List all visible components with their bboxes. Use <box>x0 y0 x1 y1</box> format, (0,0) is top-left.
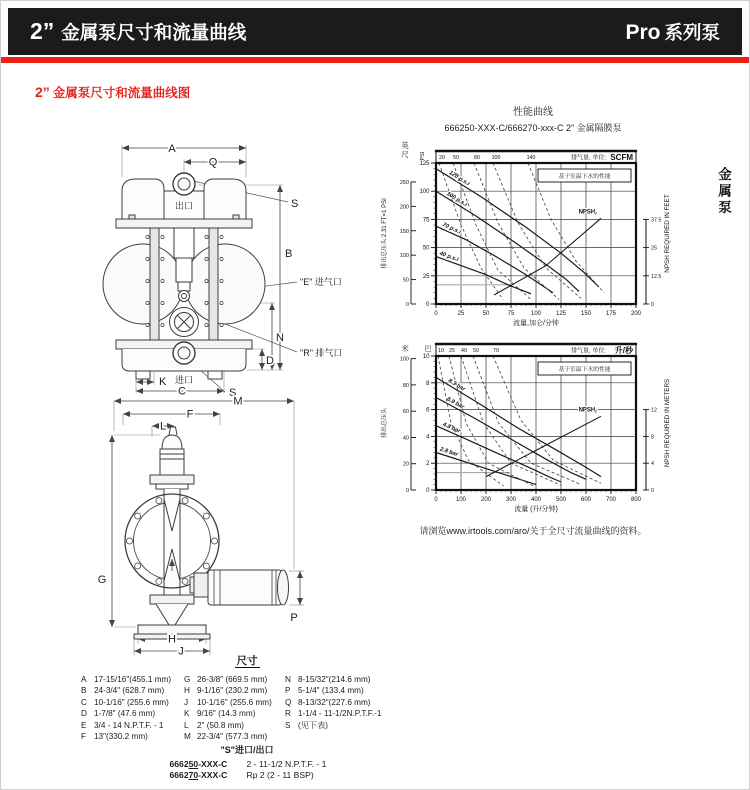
svg-text:200: 200 <box>399 204 409 211</box>
svg-text:50: 50 <box>402 277 409 284</box>
svg-text:0: 0 <box>405 302 409 308</box>
svg-text:排气量, 单位:: 排气量, 单位: <box>570 155 606 162</box>
svg-text:NPSHr: $NPSH_r$ <box>578 407 597 414</box>
svg-text:0: 0 <box>651 488 654 494</box>
dim-d-label: D <box>266 355 274 367</box>
dim-b-label: B <box>285 248 293 260</box>
svg-text:70 p.s.i: 70 p.s.i <box>441 222 462 236</box>
dimension-row <box>184 720 285 731</box>
dimension-letter: E <box>81 720 87 730</box>
dim-p-label: P <box>290 612 298 624</box>
svg-text:400: 400 <box>530 497 542 503</box>
dimension-letter: C <box>81 697 87 707</box>
dimensions-table <box>81 653 413 742</box>
svg-text:排出总压头 2.31 FT=1 PSI: 排出总压头 2.31 FT=1 PSI <box>382 198 388 269</box>
dimension-row <box>285 708 413 719</box>
svg-text:100: 100 <box>399 253 409 260</box>
svg-text:40: 40 <box>402 435 409 442</box>
dimension-row <box>184 685 285 696</box>
charts-title: 性能曲线 <box>513 107 553 118</box>
svg-text:排气量, 单位:: 排气量, 单位: <box>570 348 606 355</box>
dimension-value: 26-3/8" (669.5 mm) <box>197 675 268 684</box>
svg-text:100: 100 <box>419 189 430 196</box>
svg-text:50: 50 <box>473 348 479 354</box>
svg-text:升/秒: 升/秒 <box>614 346 633 355</box>
dimension-row <box>285 674 413 685</box>
outlet-label: 出口 <box>174 201 194 211</box>
dim-n-label: N <box>276 332 284 344</box>
svg-text:PSI: PSI <box>420 151 426 161</box>
svg-text:25: 25 <box>449 348 455 354</box>
svg-text:25: 25 <box>457 311 465 317</box>
svg-text:8: 8 <box>651 434 654 441</box>
dimension-value: 9/16" (14.3 mm) <box>197 709 256 719</box>
s-port-table <box>81 743 413 781</box>
svg-text:200: 200 <box>630 311 642 317</box>
dim-q-label: Q <box>208 156 218 169</box>
s-port-row <box>81 770 413 781</box>
dimension-letter: S <box>285 720 291 730</box>
svg-text:尺: 尺 <box>401 150 409 159</box>
svg-text:75: 75 <box>507 311 515 317</box>
svg-text:流量,加仑/分钟: 流量,加仑/分钟 <box>513 320 559 327</box>
svg-text:120 p.s.i: 120 p.s.i <box>447 170 471 188</box>
page-header <box>8 8 742 55</box>
dimension-row <box>81 731 184 742</box>
s-port-rows <box>81 759 413 781</box>
svg-text:700: 700 <box>605 497 617 503</box>
svg-text:175: 175 <box>605 311 617 317</box>
dimension-letter: M <box>184 732 191 742</box>
svg-text:巴: 巴 <box>424 346 432 353</box>
red-rule <box>1 57 749 63</box>
svg-text:500: 500 <box>555 497 567 503</box>
svg-text:50: 50 <box>482 311 490 317</box>
svg-text:6.9 bar: 6.9 bar <box>445 396 465 411</box>
pump-front-view-drawing <box>86 133 386 397</box>
dim-c-label: C <box>178 385 186 397</box>
dimension-value: 10-1/16" (255.6 mm) <box>197 697 272 707</box>
dimension-value: 1-7/8" (47.6 mm) <box>94 709 156 719</box>
svg-text:70: 70 <box>493 348 499 354</box>
svg-text:300: 300 <box>505 497 517 503</box>
svg-text:100: 100 <box>491 155 501 161</box>
dimension-value: 17-15/16"(455.1 mm) <box>94 675 172 684</box>
svg-text:50: 50 <box>422 245 430 252</box>
dimension-row <box>184 697 285 708</box>
port-thread-spec: 2 - 11-1/2 N.P.T.F. - 1 <box>246 759 327 769</box>
dimension-value: 8-15/32"(214.6 mm) <box>298 675 371 684</box>
dimension-letter: A <box>81 675 87 684</box>
dimension-value: 8-13/32"(227.6 mm) <box>298 697 371 707</box>
svg-text:0: 0 <box>434 497 438 503</box>
svg-text:12: 12 <box>651 407 657 414</box>
svg-text:4.8 bar: 4.8 bar <box>441 421 462 435</box>
performance-chart-metric <box>377 332 689 518</box>
svg-text:NPSH REQUIRED IN FEET: NPSH REQUIRED IN FEET <box>664 194 671 273</box>
svg-text:40 p.s.i: 40 p.s.i <box>438 250 460 264</box>
dimension-value: 22-3/4" (577.3 mm) <box>197 732 268 742</box>
svg-text:100 p.s.i: 100 p.s.i <box>445 190 468 209</box>
svg-text:25: 25 <box>422 273 430 280</box>
svg-text:150: 150 <box>580 311 592 317</box>
svg-text:0: 0 <box>405 488 409 494</box>
svg-text:10: 10 <box>438 348 444 354</box>
dimension-letter: H <box>184 686 190 696</box>
svg-text:4: 4 <box>651 461 654 468</box>
dimension-value: 13"(330.2 mm) <box>94 732 148 742</box>
svg-text:2.8 bar: 2.8 bar <box>438 446 459 459</box>
svg-text:125: 125 <box>555 311 567 317</box>
dim-k-label: K <box>159 376 167 388</box>
svg-text:NPSHr: $NPSH_r$ <box>578 209 597 216</box>
s-port-title: "S"进口/出口 <box>220 745 274 755</box>
svg-text:0: 0 <box>434 311 438 317</box>
dimension-value: 1-1/4 - 11-1/2N.P.T.F.-1 <box>298 709 382 719</box>
svg-text:150: 150 <box>399 228 409 235</box>
svg-text:SCFM: SCFM <box>610 153 633 162</box>
dimension-lines <box>112 401 300 651</box>
svg-text:50: 50 <box>453 155 459 161</box>
dimension-row <box>184 731 285 742</box>
dimension-value: 9-1/16" (230.2 mm) <box>197 686 268 696</box>
svg-text:10: 10 <box>422 354 430 360</box>
dimension-letter: J <box>184 697 189 707</box>
svg-text:80: 80 <box>474 155 480 161</box>
svg-text:4: 4 <box>426 434 430 441</box>
charts-model-subtitle: 666250-XXX-C/666270-xxx-C 2” 金属隔膜泵 <box>444 123 622 133</box>
svg-text:80: 80 <box>402 382 409 389</box>
dimension-row <box>184 708 285 719</box>
svg-text:基于室温下水的性能: 基于室温下水的性能 <box>558 367 611 373</box>
air-inlet-label: "E" 进气口 <box>300 277 342 287</box>
svg-text:100: 100 <box>530 311 542 317</box>
dimension-row <box>81 708 184 719</box>
section-subtitle: 2” 金属泵尺寸和流量曲线图 <box>35 84 191 100</box>
model-number: 666250-XXX-C <box>169 759 228 769</box>
s-port-row <box>81 759 413 770</box>
side-tab-label: 金属泵 <box>716 167 731 217</box>
dimension-row <box>285 685 413 696</box>
svg-text:125: 125 <box>419 161 430 167</box>
svg-text:140: 140 <box>526 155 536 161</box>
dim-f-label: F <box>186 408 194 421</box>
svg-text:0: 0 <box>426 488 430 494</box>
dimension-letter: N <box>285 675 291 684</box>
dim-s-bottom-label: S <box>229 387 237 397</box>
svg-text:250: 250 <box>399 179 409 186</box>
page-title-size: 2” <box>30 18 55 44</box>
dimension-row <box>285 697 413 708</box>
svg-text:20: 20 <box>402 461 409 468</box>
svg-text:20: 20 <box>439 155 445 161</box>
svg-text:排出总压头: 排出总压头 <box>382 407 388 439</box>
pump-body-side <box>125 427 289 639</box>
website-note: 请浏览www.irtools.com/aro/关于全尺寸流量曲线的资料。 <box>419 526 647 536</box>
svg-text:100: 100 <box>455 497 467 503</box>
dimension-value: 2" (50.8 mm) <box>197 720 245 730</box>
dimension-row <box>184 674 285 685</box>
dimension-value: 3/4 - 14 N.P.T.F. - 1 <box>94 720 164 730</box>
svg-text:6: 6 <box>426 407 430 414</box>
svg-text:75: 75 <box>422 217 430 224</box>
dim-l-label: L <box>159 420 167 433</box>
dimension-letter: P <box>285 686 291 696</box>
dimensions-columns <box>81 674 413 742</box>
dim-a-label: A <box>168 143 176 155</box>
svg-text:800: 800 <box>630 497 642 503</box>
dimension-letter: K <box>184 709 190 719</box>
svg-text:2: 2 <box>426 461 430 468</box>
svg-text:25: 25 <box>651 245 657 252</box>
dimension-row <box>81 697 184 708</box>
dimension-row <box>81 685 184 696</box>
svg-text:0: 0 <box>651 302 654 308</box>
dim-g-label: G <box>97 574 107 586</box>
dimension-row <box>81 720 184 731</box>
dimension-value: 5-1/4" (133.4 mm) <box>298 686 364 696</box>
dim-h-label: H <box>168 633 176 646</box>
port-thread-spec: Rp 2 (2 - 11 BSP) <box>246 770 314 780</box>
svg-text:100: 100 <box>399 356 409 363</box>
dimension-value: (见下表) <box>298 720 329 730</box>
dimension-letter: Q <box>285 697 292 707</box>
extension-lines <box>114 401 304 655</box>
svg-text:0: 0 <box>426 302 430 308</box>
dimension-letter: R <box>285 709 291 719</box>
dimension-value: 24-3/4" (628.7 mm) <box>94 686 165 696</box>
dims-column <box>184 674 285 742</box>
svg-text:基于室温下水的性能: 基于室温下水的性能 <box>558 174 611 180</box>
dimension-row <box>81 674 184 685</box>
series-badge: Pro 系列泵 <box>625 20 720 44</box>
dimension-letter: G <box>184 675 191 684</box>
svg-text:12.5: 12.5 <box>651 273 662 280</box>
svg-text:8: 8 <box>426 380 430 387</box>
svg-text:60: 60 <box>402 409 409 416</box>
dim-s-top-label: S <box>291 198 299 210</box>
dimension-row <box>285 720 413 731</box>
svg-text:英: 英 <box>401 141 409 150</box>
page-title: 2” 金属泵尺寸和流量曲线 <box>30 18 247 44</box>
svg-text:200: 200 <box>480 497 492 503</box>
inlet-label: 进口 <box>174 375 194 385</box>
model-number: 666270-XXX-C <box>169 770 228 780</box>
dimension-letter: F <box>81 732 87 742</box>
svg-text:600: 600 <box>580 497 592 503</box>
exhaust-label: "R" 排气口 <box>300 348 343 358</box>
svg-text:8.3 bar: 8.3 bar <box>446 378 467 393</box>
dimension-value: 10-1/16" (255.6 mm) <box>94 697 169 707</box>
dimension-letter: L <box>184 720 189 730</box>
dimension-letter: B <box>81 686 87 696</box>
svg-text:流量 (升/分钟): 流量 (升/分钟) <box>514 506 558 513</box>
performance-chart-imperial <box>377 139 689 331</box>
dimensions-title: 尺寸 <box>236 655 258 667</box>
svg-text:37.5: 37.5 <box>651 217 662 224</box>
svg-text:40: 40 <box>461 348 467 354</box>
dims-column <box>285 674 413 742</box>
dimension-letter: D <box>81 709 87 719</box>
dims-column <box>81 674 184 742</box>
pump-side-view-drawing <box>86 381 376 659</box>
svg-text:米: 米 <box>401 344 409 353</box>
svg-text:NPSH REQUIRED IN METERS: NPSH REQUIRED IN METERS <box>664 378 671 468</box>
dim-m-label: M <box>233 395 243 408</box>
dim-j-label: J <box>178 645 184 658</box>
